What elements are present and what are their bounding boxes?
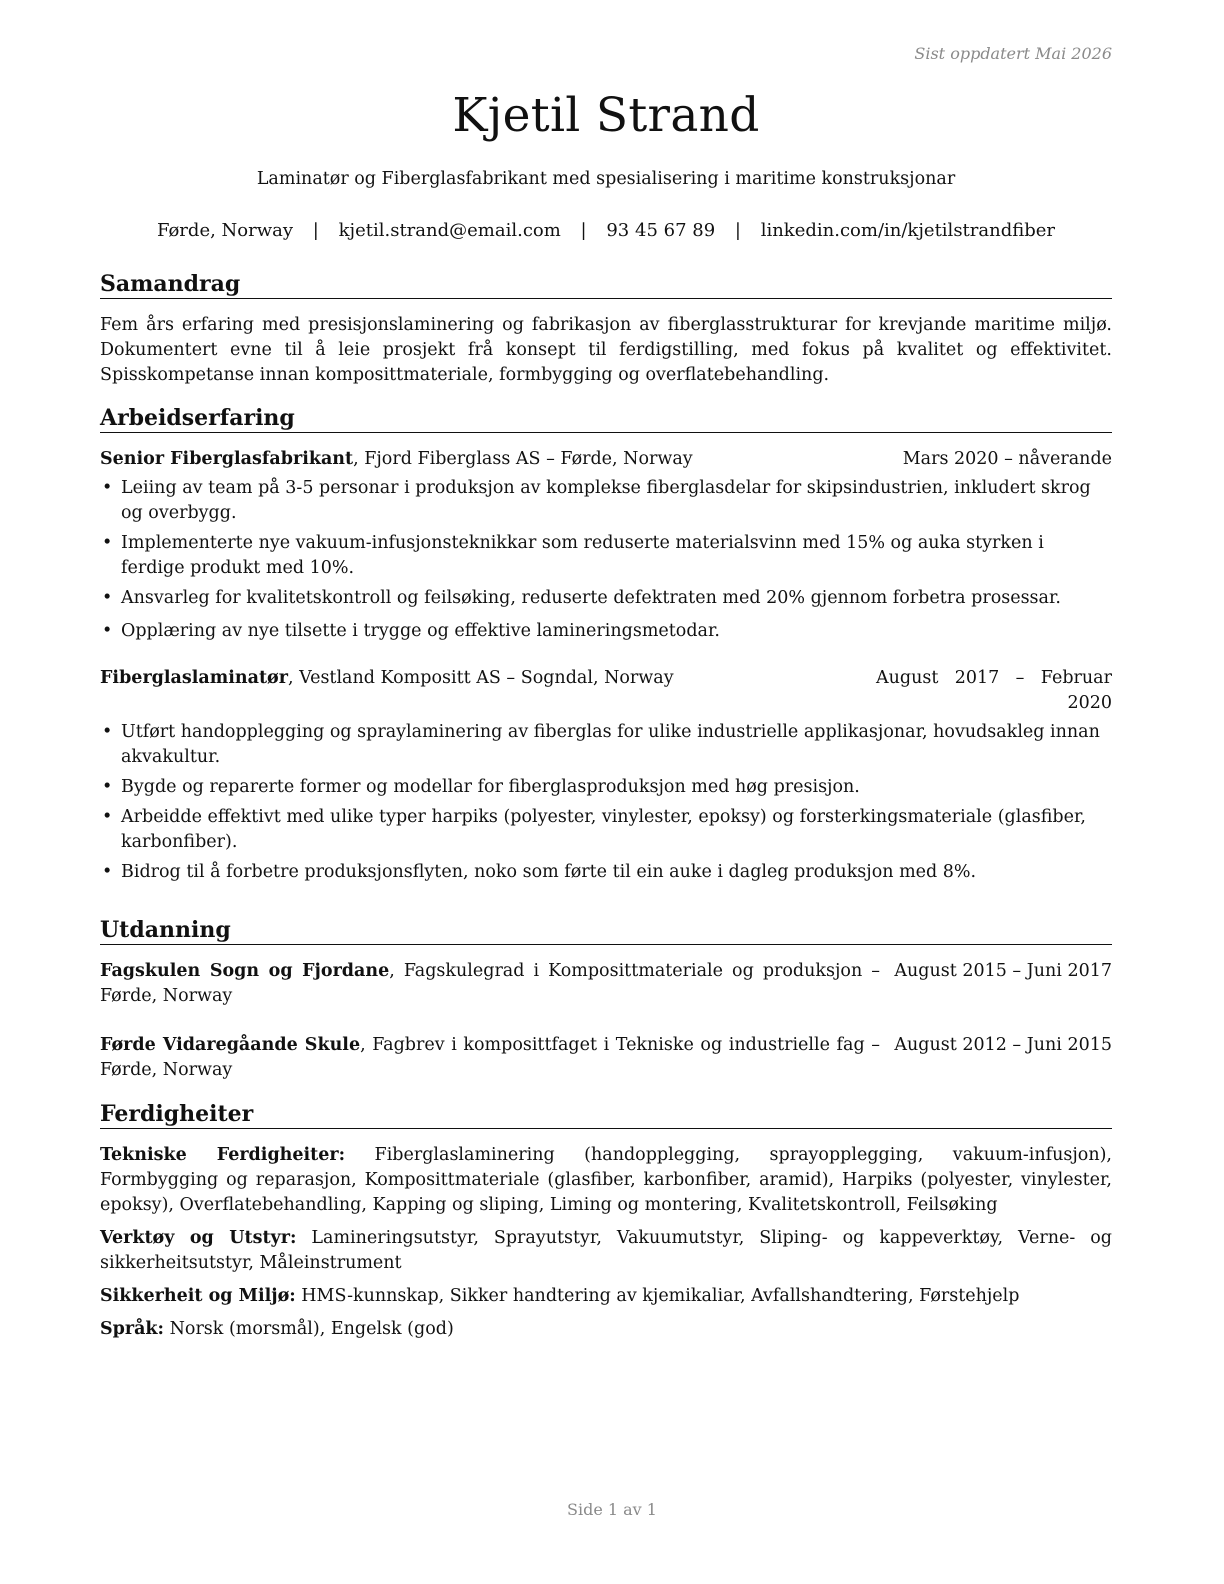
job-bullet: • Ansvarleg for kvalitetskontroll og feilsøking, reduserte defektraten med 20% gjennom forbetra prosessar. [100,586,1112,611]
job-dates: August 2017 – Februar 2020 [876,668,1112,713]
experience-section [100,404,1112,890]
skill-label: Verktøy og Utstyr: [100,1228,297,1248]
contact-email[interactable]: kjetil.strand@email.com [338,220,561,241]
education-school: Fagskulen Sogn og Fjordane [100,961,390,981]
last-updated-note: Sist oppdatert Mai 2026 [914,44,1112,63]
job-bullets [100,476,1112,644]
job-bullet: • Arbeidde effektivt med ulike typer harpiks (polyester, vinylester, epoksy) og forsterkingsmateriale (glasfiber, karbonfiber). [100,805,1112,855]
job-employer: , Fjord Fiberglass AS – Førde, Norway [353,449,693,469]
contact-phone[interactable]: 93 45 67 89 [606,220,716,241]
skill-label: Sikkerheit og Miljø: [100,1286,296,1306]
education-detail: , Fagbrev i komposittfaget i Tekniske og industrielle fag – Førde, Norway [100,1035,880,1080]
skill-line [100,1284,1112,1309]
job-bullet: • Opplæring av nye tilsette i trygge og effektive lamineringsmetodar. [100,619,1112,644]
skill-text: Norsk (morsmål), Engelsk (god) [164,1319,454,1339]
section-heading-experience: Arbeidserfaring [100,404,1112,433]
section-heading-education: Utdanning [100,916,1112,945]
summary-section [100,270,1112,388]
education-entry [100,959,1112,1009]
education-dates: August 2012 – Juni 2015 [894,1035,1112,1055]
job-bullet: • Implementerte nye vakuum-infusjonsteknikkar som reduserte materialsvinn med 15% og auka styrken i ferdige produkt med 10%. [100,531,1112,581]
job-bullet: • Leiing av team på 3-5 personar i produksjon av komplekse fiberglasdelar for skipsindustrien, inkludert skrog og overbygg. [100,476,1112,526]
job-employer: , Vestland Kompositt AS – Sogndal, Norway [287,668,674,688]
job-bullet: • Bidrog til å forbetre produksjonsflyten, noko som førte til ein auke i dagleg produksjon med 8%. [100,860,1112,885]
page-number: Side 1 av 1 [567,1500,657,1519]
job-role: Senior Fiberglasfabrikant [100,449,354,469]
skill-text: Fiberglaslaminering (handopplegging, sprayopplegging, vakuum-infusjon), Formbygging og reparasjon, Komposittmateriale (glasfiber, karbonfiber, aramid), Harpiks (polyester, vinylester, epoksy), Overflatebehandling, Kapping og sliping, Liming og montering, Kvalitetskontroll, Feilsøking [100,1145,1112,1215]
contact-separator: | [734,220,741,241]
job-entry [100,447,1112,644]
skills-section [100,1100,1112,1350]
job-dates: Mars 2020 – nåverande [902,449,1112,469]
contact-separator: | [312,220,319,241]
skill-line [100,1226,1112,1276]
skill-label: Tekniske Ferdigheiter: [100,1145,346,1165]
education-school: Førde Vidaregåande Skule [100,1035,361,1055]
job-entry [100,666,1112,885]
skill-text: Lamineringsutstyr, Sprayutstyr, Vakuumutstyr, Sliping- og kappeverktøy, Verne- og sikkerheitsutstyr, Måleinstrument [100,1228,1112,1273]
skill-text: HMS-kunnskap, Sikker handtering av kjemikaliar, Avfallshandtering, Førstehjelp [295,1286,1020,1306]
education-section [100,916,1112,1083]
contact-line [100,219,1112,243]
contact-linkedin[interactable]: linkedin.com/in/kjetilstrandfiber [760,220,1056,241]
candidate-name: Kjetil Strand [452,88,760,143]
job-header [100,447,1112,472]
job-bullet: • Bygde og reparerte former og modellar for fiberglasproduksjon med høg presisjon. [100,775,1112,800]
contact-separator: | [580,220,587,241]
job-bullet: • Utført handopplegging og spraylaminering av fiberglas for ulike industrielle applikasjonar, hovudsakleg innan akvakultur. [100,720,1112,770]
section-heading-summary: Samandrag [100,270,1112,299]
skill-line [100,1143,1112,1218]
skill-label: Språk: [100,1319,165,1339]
education-entry [100,1033,1112,1083]
summary-text: Fem års erfaring med presisjonslaminering og fabrikasjon av fiberglasstrukturar for krevjande maritime miljø. Dokumentert evne til å leie prosjekt frå konsept til ferdigstilling, med fokus på kvalitet og effektivitet. Spisskompetanse innan komposittmateriale, formbygging og overflatebehandling. [100,315,1112,385]
education-detail: , Fagskulegrad i Komposittmateriale og produksjon – Førde, Norway [100,961,881,1006]
section-heading-skills: Ferdigheiter [100,1100,1112,1129]
job-header [100,666,1112,716]
candidate-tagline: Laminatør og Fiberglasfabrikant med spesialisering i maritime konstruksjonar [256,169,956,189]
job-bullets [100,720,1112,885]
skill-line [100,1317,1112,1342]
job-role: Fiberglaslaminatør [100,668,288,688]
contact-location: Førde, Norway [156,220,294,241]
education-dates: August 2015 – Juni 2017 [894,961,1112,981]
